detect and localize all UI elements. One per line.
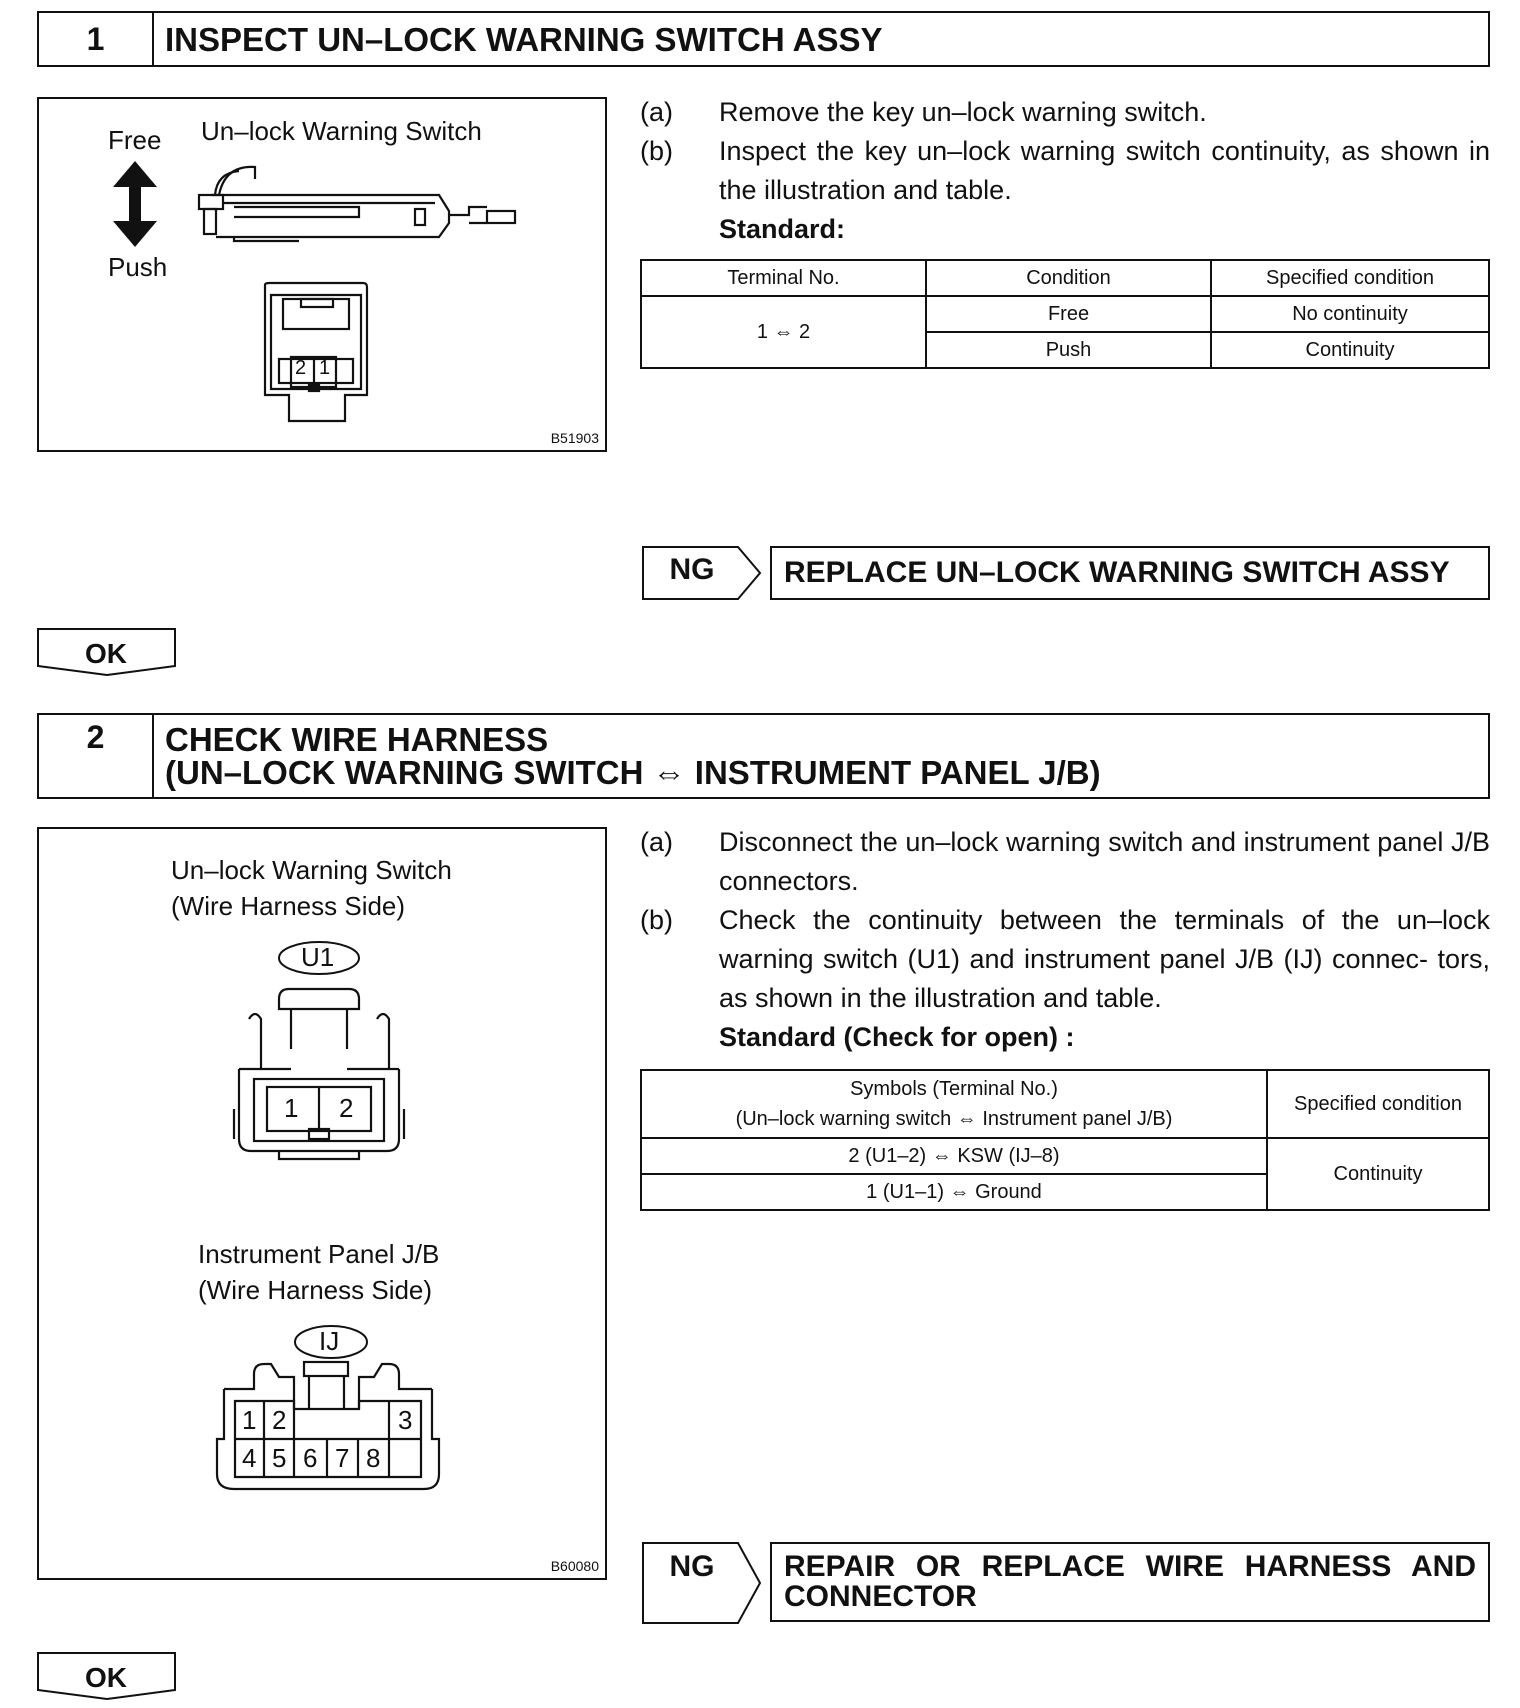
- step1-header: [37, 11, 1490, 67]
- ij-pin-7: 7: [335, 1443, 350, 1473]
- step2-instructions: [640, 823, 1490, 1057]
- jb-label-line2: (Wire Harness Side): [198, 1275, 433, 1305]
- col-condition-header: Condition: [926, 260, 1211, 296]
- col-symbols-header: [641, 1070, 1267, 1138]
- step1-title: INSPECT UN–LOCK WARNING SWITCH ASSY: [165, 20, 883, 58]
- standard-label: Standard:: [719, 214, 846, 244]
- ng-action-text: REPLACE UN–LOCK WARNING SWITCH ASSY: [784, 556, 1450, 589]
- col-specified-header: Specified condition: [1267, 1070, 1489, 1138]
- step2-title: [165, 715, 1480, 797]
- specified-cell: Continuity: [1211, 332, 1489, 368]
- step1-number: 1: [39, 13, 154, 65]
- ij-pin-5: 5: [272, 1443, 287, 1473]
- step2-ok-tag: [37, 1652, 177, 1700]
- step2-ng-tag: [642, 1542, 762, 1624]
- specified-cell: No continuity: [1211, 296, 1489, 332]
- u1-pin-1: 1: [284, 1093, 299, 1123]
- step1-figure: [37, 97, 607, 452]
- instruction-a: [640, 93, 1490, 132]
- ij-pin-2: 2: [272, 1405, 287, 1435]
- jb-label-line1: Instrument Panel J/B: [198, 1239, 440, 1269]
- pin-2-label: 2: [295, 357, 307, 379]
- terminal-cell: 1 ⇔ 2: [641, 296, 926, 368]
- pin-1-label: 1: [319, 357, 331, 379]
- step1-ng-tag: [642, 546, 762, 600]
- instruction-b: [640, 132, 1490, 210]
- ij-pin-3: 3: [398, 1405, 413, 1435]
- ok-label: OK: [85, 1662, 127, 1693]
- ij-connector-label: IJ: [319, 1326, 340, 1356]
- condition-cell: Free: [926, 296, 1211, 332]
- instruction-b-label: (b): [640, 905, 673, 935]
- u1-pin-2: 2: [339, 1093, 354, 1123]
- symbols-cell: 2 (U1–2) ⇔ KSW (IJ–8): [641, 1138, 1267, 1174]
- instruction-a-text: Remove the key un–lock warning switch.: [719, 97, 1207, 127]
- step1-instructions: [640, 93, 1490, 249]
- instruction-a-label: (a): [640, 97, 673, 127]
- col-terminal-header: Terminal No.: [641, 260, 926, 296]
- col-specified-header: Specified condition: [1211, 260, 1489, 296]
- ok-label: OK: [85, 638, 127, 669]
- symbols-header-line1: Symbols (Terminal No.): [850, 1078, 1058, 1100]
- switch-drawing: [39, 99, 609, 454]
- instruction-a-text: Disconnect the un–lock warning switch and instrument panel J/B connectors.: [719, 827, 1490, 896]
- step2-number: 2: [39, 715, 154, 797]
- double-arrow-icon: [113, 161, 157, 247]
- specified-cell: Continuity: [1267, 1138, 1489, 1210]
- standard-label: Standard (Check for open) :: [719, 1022, 1075, 1052]
- switch-label-line2: (Wire Harness Side): [171, 891, 406, 921]
- figure-code: B60080: [550, 1558, 599, 1574]
- ng-label: NG: [669, 1550, 715, 1583]
- step1-ng-action: [770, 546, 1490, 600]
- step2-title-line1: CHECK WIRE HARNESS: [165, 721, 549, 758]
- ij-pin-6: 6: [303, 1443, 318, 1473]
- condition-cell: Push: [926, 332, 1211, 368]
- instruction-a-label: (a): [640, 827, 673, 857]
- step2-figure: [37, 827, 607, 1580]
- instruction-a: [640, 823, 1490, 901]
- step2-ng-action: [770, 1542, 1490, 1622]
- figure-code: B51903: [550, 430, 599, 446]
- instruction-b-text: Check the continuity between the terminals of the un–lock warning switch (U1) and instrument panel J/B (IJ) connec- tors, as shown in the illustration and table.: [719, 905, 1490, 1013]
- ij-pin-1: 1: [242, 1405, 257, 1435]
- instruction-b-text: Inspect the key un–lock warning switch continuity, as shown in the illustration and table.: [719, 136, 1490, 205]
- switch-label-line1: Un–lock Warning Switch: [171, 855, 452, 885]
- ij-pin-4: 4: [242, 1443, 257, 1473]
- step2-title-line2: (UN–LOCK WARNING SWITCH ⇔ INSTRUMENT PANEL J/B): [165, 754, 1101, 791]
- instruction-b-label: (b): [640, 136, 673, 166]
- ng-action-line2: CONNECTOR: [784, 1580, 977, 1613]
- symbols-header-line2: (Un–lock warning switch ⇔ Instrument panel J/B): [735, 1108, 1173, 1130]
- step2-header: [37, 713, 1490, 799]
- ng-action-line1: REPAIR OR REPLACE WIRE HARNESS AND: [784, 1550, 1476, 1583]
- u1-connector-label: U1: [301, 942, 335, 972]
- ng-label: NG: [669, 553, 715, 586]
- symbols-cell: 1 (U1–1) ⇔ Ground: [641, 1174, 1267, 1210]
- switch-label: Un–lock Warning Switch: [201, 116, 482, 146]
- free-label: Free: [108, 125, 162, 155]
- step1-ok-tag: [37, 628, 177, 676]
- push-label: Push: [108, 252, 168, 282]
- step2-spec-table: [640, 1069, 1490, 1211]
- instruction-b: [640, 901, 1490, 1018]
- ij-pin-8: 8: [366, 1443, 381, 1473]
- step1-spec-table: [640, 259, 1490, 369]
